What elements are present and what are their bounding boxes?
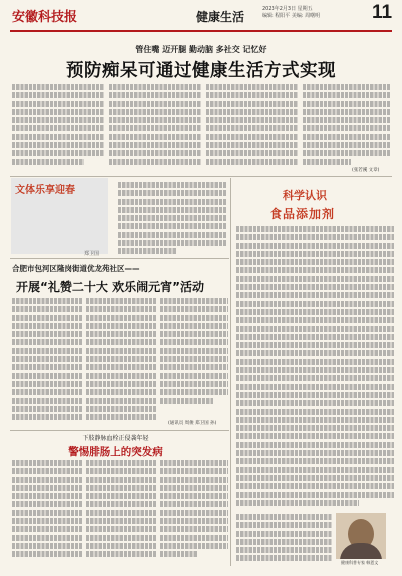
dateline (262, 6, 372, 20)
lead-headline: 预防痴呆可通过健康生活方式实现 (66, 61, 336, 81)
lead-body-col-1 (12, 84, 104, 174)
second-body-col-3 (160, 298, 228, 430)
third-body-col-3 (160, 460, 228, 568)
second-body-col-1 (12, 298, 82, 430)
column-divider (230, 178, 231, 566)
lead-body-col-4 (303, 84, 391, 174)
author-photo (336, 513, 386, 559)
date-text: 2023年2月3日 星期五 (262, 6, 313, 12)
lead-kicker: 管住嘴 迈开腿 勤动脑 多社交 记忆好 (135, 45, 267, 54)
photo-caption: 健康科普专家 韩恩文 (341, 560, 379, 565)
sidebar-subtitle: 食品添加剂 (270, 207, 336, 221)
editor-text: 编辑: 程阳平 美编: 周曙明 (262, 13, 321, 19)
third-body-col-1 (12, 460, 82, 568)
lead-body-col-3 (206, 84, 298, 174)
second-byline: (通讯员 周俊 郑卫国 孙) (168, 421, 217, 426)
second-body-col-2 (86, 298, 156, 430)
page-number: 11 (372, 2, 393, 23)
divider-lead (10, 176, 392, 177)
third-kicker: 下肢静脉血栓正侵袭年轻 (82, 435, 149, 442)
third-body-col-2 (86, 460, 156, 568)
sidebar-body (236, 226, 394, 511)
photo-box-byline: 郑卫国 (84, 251, 100, 257)
divider-third (10, 430, 229, 431)
third-headline: 警惕腓肠上的突发病 (68, 446, 163, 458)
masthead-rule (10, 30, 392, 32)
photo-box-text (118, 182, 226, 258)
newspaper-logo: 安徽科技报 (12, 10, 78, 25)
divider-second (10, 258, 229, 259)
second-kicker: 合肥市包河区隆岗街道优龙苑社区—— (12, 264, 140, 273)
lead-body-col-2 (109, 84, 201, 174)
second-headline: 开展“礼赞二十大 欢乐闹元宵”活动 (16, 280, 204, 294)
sidebar-title: 科学认识 (283, 189, 327, 202)
lead-byline: (张若溪 文章) (352, 168, 380, 173)
photo-box-title: 文体乐享迎春 (15, 185, 75, 196)
section-title: 健康生活 (196, 10, 245, 24)
sidebar-body-end (236, 514, 332, 568)
